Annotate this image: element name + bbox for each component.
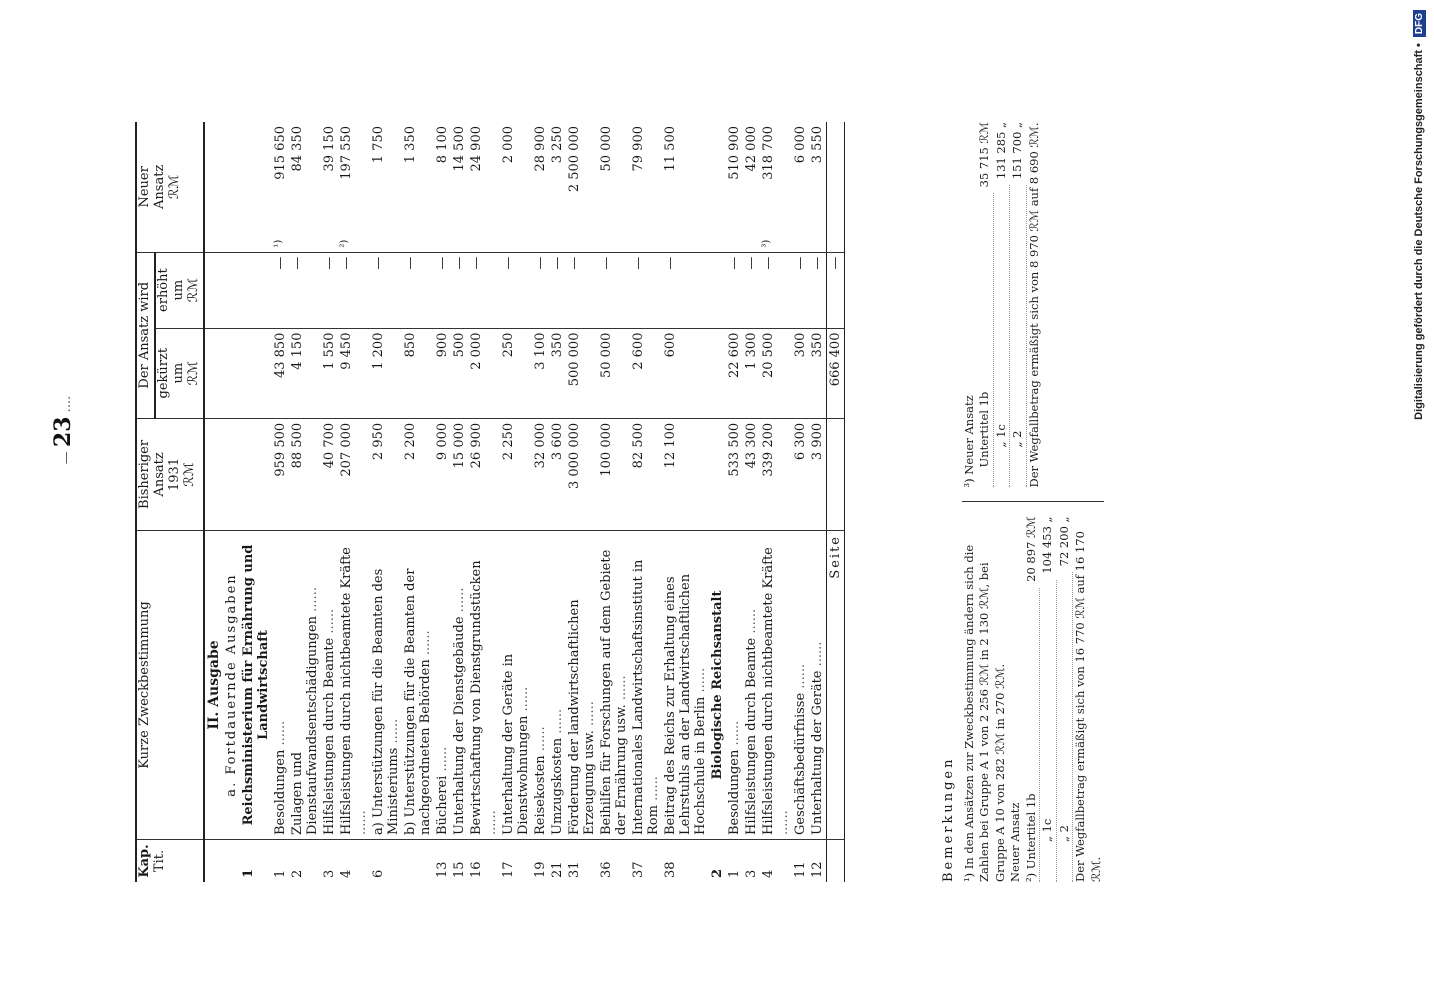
sum-gekuerzt: 666 400 bbox=[826, 328, 844, 418]
header-bisher-unit: ℛℳ bbox=[181, 462, 197, 487]
bisher-cell: 100 000 bbox=[598, 418, 630, 530]
header-kap-tit bbox=[136, 840, 204, 883]
purpose-cell: Umzugskosten ...... bbox=[549, 531, 566, 840]
neuer-cell: 11 500 bbox=[662, 126, 678, 172]
gekuerzt-cell: 50 000 bbox=[598, 328, 630, 418]
purpose-cell: b) Unterstützungen für die Beamten der nachgeordneten Behörden ...... bbox=[402, 531, 434, 840]
note-2-label-1c: „ 1c bbox=[1040, 580, 1057, 882]
marker-cell bbox=[451, 229, 468, 253]
table-row bbox=[532, 122, 549, 882]
gekuerzt-cell: 4 150 bbox=[289, 328, 321, 418]
erhoeht-cell: — bbox=[321, 252, 338, 328]
note-3-value-1c: 131 285 „ bbox=[993, 122, 1008, 180]
purpose-cell: Biologische Reichsanstalt bbox=[709, 531, 726, 840]
sum-erhoeht: — bbox=[826, 252, 844, 328]
table-row bbox=[566, 122, 598, 882]
note-3-head: ³) Neuer Ansatz bbox=[961, 395, 976, 488]
neuer-cell: 2 000 bbox=[500, 126, 516, 164]
header-tit: Tit. bbox=[151, 849, 167, 873]
watermark-text: Digitalisierung gefördert durch die Deutsche Forschungsgemeinschaft • bbox=[1413, 43, 1425, 420]
kap-tit-cell: 31 bbox=[566, 861, 582, 878]
table-row bbox=[549, 122, 566, 882]
purpose-cell: Unterhaltung der Dienstgebäude ...... bbox=[451, 531, 468, 840]
note-3-value-2: 151 700 „ bbox=[1010, 122, 1025, 180]
watermark-strip bbox=[1410, 10, 1428, 990]
header-neuer-2: Ansatz bbox=[151, 164, 167, 209]
header-bisher bbox=[136, 418, 204, 530]
purpose-cell: Besoldungen ...... bbox=[726, 531, 743, 840]
erhoeht-cell: — bbox=[500, 252, 532, 328]
purpose-cell: Geschäftsbedürfnisse ...... bbox=[792, 531, 809, 840]
neuer-cell bbox=[240, 122, 272, 229]
kap-tit-cell: 1 bbox=[240, 868, 256, 878]
note-3-label-1c: „ 1c bbox=[994, 185, 1011, 487]
dfg-logo: DFG bbox=[1413, 10, 1426, 37]
bisher-cell: 3 000 000 bbox=[566, 418, 598, 530]
gekuerzt-cell: 850 bbox=[402, 328, 434, 418]
erhoeht-cell bbox=[240, 252, 272, 328]
note-3-line-1c bbox=[994, 122, 1011, 488]
table-row bbox=[662, 122, 709, 882]
header-gekuerzt bbox=[155, 328, 204, 418]
neuer-cell: 8 100 bbox=[434, 126, 450, 164]
header-group: Der Ansatz wird bbox=[136, 252, 155, 418]
sum-label: Seite bbox=[826, 531, 844, 840]
marker-cell bbox=[321, 229, 338, 253]
table-row bbox=[726, 122, 743, 882]
marker-cell bbox=[500, 229, 532, 253]
note-2-line-1b bbox=[1024, 517, 1041, 883]
header-zweck: Kurze Zweckbestimmung bbox=[136, 531, 204, 840]
neuer-cell: 510 900 bbox=[726, 126, 742, 180]
erhoeht-cell: — bbox=[532, 252, 549, 328]
neuer-cell: 84 350 bbox=[289, 126, 305, 172]
kap-tit-cell: 4 bbox=[760, 869, 776, 878]
remarks-left-column bbox=[962, 517, 1105, 883]
erhoeht-cell: — bbox=[434, 252, 451, 328]
erhoeht-cell: — bbox=[451, 252, 468, 328]
erhoeht-cell: — bbox=[760, 252, 792, 328]
marker-cell bbox=[468, 229, 500, 253]
note-3-label-2: „ 2 bbox=[1010, 185, 1027, 487]
table-row bbox=[630, 122, 662, 882]
neuer-cell: 1 350 bbox=[402, 126, 418, 164]
bisher-cell: 207 000 bbox=[338, 418, 370, 530]
kap-tit-cell: 38 bbox=[662, 861, 678, 878]
header-bisher-2: Ansatz bbox=[151, 452, 167, 497]
header-erhoeht-unit: ℛℳ bbox=[185, 277, 201, 303]
erhoeht-cell: — bbox=[630, 252, 662, 328]
marker-cell bbox=[630, 229, 662, 253]
neuer-cell: 28 900 bbox=[532, 126, 548, 172]
gekuerzt-cell: 2 000 bbox=[468, 328, 500, 418]
neuer-cell: 197 550 bbox=[338, 126, 354, 180]
note-1: ¹) In den Ansätzen zur Zweckbestimmung ändern sich die Zahlen bei Gruppe A 1 von 2 256 ℛℳ in 2 130 ℛℳ, bei Gruppe A 10 von 282 ℛℳ in 270 ℛℳ. bbox=[961, 544, 1007, 882]
kap-tit-cell: 21 bbox=[549, 861, 565, 878]
bisher-cell: 3 600 bbox=[549, 418, 566, 530]
note-3-value-1b: 35 715 ℛℳ bbox=[977, 122, 992, 188]
purpose-cell: Reichsministerium für Ernährung und Landwirtschaft bbox=[240, 531, 272, 840]
kap-tit-cell: 15 bbox=[451, 861, 467, 878]
gekuerzt-cell bbox=[709, 328, 726, 418]
kap-tit-cell bbox=[402, 840, 434, 883]
neuer-cell: 39 150 bbox=[321, 126, 337, 172]
purpose-cell: Internationales Landwirtschaftsinstitut in Rom ...... bbox=[630, 531, 662, 840]
gekuerzt-cell: 3 100 bbox=[532, 328, 549, 418]
bisher-cell: 82 500 bbox=[630, 418, 662, 530]
gekuerzt-cell: 500 bbox=[451, 328, 468, 418]
watermark-line bbox=[1410, 10, 1428, 990]
neuer-cell: 1 750 bbox=[370, 126, 386, 164]
purpose-cell: Besoldungen ...... bbox=[272, 531, 289, 840]
gekuerzt-cell: 1 550 bbox=[321, 328, 338, 418]
purpose-cell: Bücherei ...... bbox=[434, 531, 451, 840]
section-title: II. Ausgabe bbox=[204, 531, 223, 840]
gekuerzt-cell: 1 200 bbox=[370, 328, 402, 418]
neuer-cell: 6 000 bbox=[792, 126, 808, 164]
marker-cell bbox=[532, 229, 549, 253]
bisher-cell: 32 000 bbox=[532, 418, 549, 530]
gekuerzt-cell: 2 600 bbox=[630, 328, 662, 418]
marker-cell bbox=[709, 229, 726, 253]
budget-table-sum bbox=[826, 122, 844, 882]
note-2-value-2: 72 200 „ bbox=[1056, 516, 1071, 567]
remarks-right-column bbox=[962, 122, 1105, 488]
page-number-line bbox=[50, 330, 76, 530]
header-erhoeht-2: um bbox=[170, 279, 186, 301]
marker-cell bbox=[598, 229, 630, 253]
table-row bbox=[451, 122, 468, 882]
erhoeht-cell: — bbox=[743, 252, 760, 328]
note-2-value-1b: 20 897 ℛℳ bbox=[1023, 516, 1038, 582]
neuer-cell: 50 000 bbox=[598, 126, 614, 172]
marker-cell bbox=[434, 229, 451, 253]
page-number-prefix: — bbox=[59, 451, 74, 465]
erhoeht-cell: — bbox=[402, 252, 434, 328]
note-2-label-1b: ²) Untertitel 1b bbox=[1024, 588, 1041, 882]
note-3-label-1b: Untertitel 1b bbox=[977, 193, 994, 487]
page-number-suffix: .... bbox=[59, 395, 74, 413]
note-2-footer: Der Wegfallbetrag ermäßigt sich von 16 770 ℛℳ auf 16 170 ℛℳ. bbox=[1073, 531, 1103, 882]
gekuerzt-cell: 350 bbox=[809, 328, 827, 418]
header-erhoeht-1: erhöht bbox=[155, 268, 171, 312]
note-2-label-2: „ 2 bbox=[1057, 572, 1074, 882]
note-2-intro: Neuer Ansatz bbox=[1008, 802, 1023, 882]
marker-cell bbox=[726, 229, 743, 253]
erhoeht-cell: — bbox=[549, 252, 566, 328]
table-row bbox=[792, 122, 809, 882]
chapter-row bbox=[240, 122, 272, 882]
purpose-cell: Bewirtschaftung von Dienstgrundstücken ...... bbox=[468, 531, 500, 840]
header-neuer-unit: ℛℳ bbox=[166, 174, 182, 199]
erhoeht-cell: — bbox=[598, 252, 630, 328]
erhoeht-cell: — bbox=[662, 252, 709, 328]
header-gekuerzt-1: gekürzt bbox=[155, 347, 171, 399]
table-row bbox=[809, 122, 827, 882]
kap-tit-cell: 12 bbox=[809, 861, 825, 878]
table-row bbox=[338, 122, 370, 882]
gekuerzt-cell: 500 000 bbox=[566, 328, 598, 418]
kap-tit-cell: 37 bbox=[630, 861, 646, 878]
gekuerzt-cell: 43 850 bbox=[272, 328, 289, 418]
table-row bbox=[743, 122, 760, 882]
kap-tit-cell: 19 bbox=[532, 861, 548, 878]
purpose-cell: Unterhaltung der Geräte ...... bbox=[809, 531, 827, 840]
erhoeht-cell: — bbox=[338, 252, 370, 328]
bisher-cell: 533 500 bbox=[726, 418, 743, 530]
kap-tit-cell: 36 bbox=[598, 861, 614, 878]
neuer-cell: 3 550 bbox=[809, 126, 825, 164]
subsection-row bbox=[223, 122, 240, 882]
table-row bbox=[402, 122, 434, 882]
purpose-cell: a) Unterstützungen für die Beamten des Ministeriums ...... bbox=[370, 531, 402, 840]
bisher-cell bbox=[709, 418, 726, 530]
table-row bbox=[468, 122, 500, 882]
bisher-cell: 12 100 bbox=[662, 418, 709, 530]
kap-tit-cell: 11 bbox=[792, 861, 808, 878]
purpose-cell: Beihilfen für Forschungen auf dem Gebiete der Ernährung usw. ...... bbox=[598, 531, 630, 840]
neuer-cell: 24 900 bbox=[468, 126, 484, 172]
note-3-line-1b bbox=[977, 122, 994, 488]
table-row bbox=[598, 122, 630, 882]
marker-cell bbox=[809, 229, 827, 253]
neuer-cell bbox=[709, 122, 726, 229]
gekuerzt-cell bbox=[240, 328, 272, 418]
purpose-cell: Hilfsleistungen durch nichtbeamtete Kräfte ...... bbox=[760, 531, 792, 840]
kap-tit-cell: 1 bbox=[272, 869, 288, 878]
note-3-line-2 bbox=[1010, 122, 1027, 488]
gekuerzt-cell: 20 500 bbox=[760, 328, 792, 418]
gekuerzt-cell: 900 bbox=[434, 328, 451, 418]
marker-cell bbox=[662, 229, 709, 253]
erhoeht-cell: — bbox=[566, 252, 598, 328]
kap-tit-cell: 2 bbox=[289, 869, 305, 878]
marker-cell: ¹) bbox=[272, 229, 289, 253]
table-row bbox=[321, 122, 338, 882]
erhoeht-cell: — bbox=[289, 252, 321, 328]
chapter-row bbox=[709, 122, 726, 882]
bisher-cell: 9 000 bbox=[434, 418, 451, 530]
table-row bbox=[434, 122, 451, 882]
kap-tit-cell: 13 bbox=[434, 861, 450, 878]
bisher-cell: 339 200 bbox=[760, 418, 792, 530]
erhoeht-cell: — bbox=[468, 252, 500, 328]
remarks-section bbox=[940, 122, 1104, 882]
header-neuer-1: Neuer bbox=[137, 166, 152, 208]
purpose-cell: Beitrag des Reichs zur Erhaltung eines Lehrstuhls an der Landwirtschaftlichen Hochschule in Berlin ...... bbox=[662, 531, 709, 840]
subsection-title: a. Fortdauernde Ausgaben bbox=[223, 531, 240, 840]
gekuerzt-cell: 300 bbox=[792, 328, 809, 418]
bisher-cell: 3 900 bbox=[809, 418, 827, 530]
header-bisher-3: 1931 bbox=[166, 457, 182, 491]
marker-cell bbox=[566, 229, 598, 253]
neuer-cell: 14 500 bbox=[451, 126, 467, 172]
bisher-cell: 15 000 bbox=[451, 418, 468, 530]
budget-table bbox=[135, 122, 845, 882]
erhoeht-cell: — bbox=[272, 252, 289, 328]
kap-tit-cell: 1 bbox=[726, 869, 742, 878]
bisher-cell: 2 950 bbox=[370, 418, 402, 530]
purpose-cell: Reisekosten ...... bbox=[532, 531, 549, 840]
marker-cell bbox=[792, 229, 809, 253]
gekuerzt-cell: 250 bbox=[500, 328, 532, 418]
table-row bbox=[272, 122, 289, 882]
erhoeht-cell: — bbox=[726, 252, 743, 328]
marker-cell bbox=[402, 229, 434, 253]
purpose-cell: Förderung der landwirtschaftlichen Erzeugung usw. ...... bbox=[566, 531, 598, 840]
neuer-cell: 318 700 bbox=[760, 126, 776, 180]
kap-tit-cell: 6 bbox=[370, 869, 386, 878]
header-gekuerzt-unit: ℛℳ bbox=[185, 361, 201, 386]
marker-cell bbox=[370, 229, 402, 253]
neuer-cell: 2 500 000 bbox=[566, 126, 582, 193]
kap-tit-cell: 3 bbox=[321, 869, 337, 878]
bisher-cell: 6 300 bbox=[792, 418, 809, 530]
bisher-cell: 2 250 bbox=[500, 418, 532, 530]
table-row bbox=[289, 122, 321, 882]
kap-tit-cell: 17 bbox=[500, 861, 516, 878]
header-bisher-1: Bisheriger bbox=[137, 439, 152, 509]
erhoeht-cell: — bbox=[809, 252, 827, 328]
note-2-value-1c: 104 453 „ bbox=[1040, 516, 1055, 574]
kap-tit-cell: 3 bbox=[743, 869, 759, 878]
header-kap: Kap. bbox=[137, 844, 152, 878]
marker-cell: ³) bbox=[760, 229, 792, 253]
purpose-cell: Hilfsleistungen durch Beamte ...... bbox=[743, 531, 760, 840]
marker-cell bbox=[743, 229, 760, 253]
bisher-cell: 40 700 bbox=[321, 418, 338, 530]
page-number: 23 bbox=[50, 416, 76, 448]
purpose-cell: Hilfsleistungen durch Beamte ...... bbox=[321, 531, 338, 840]
table-row bbox=[500, 122, 532, 882]
note-2-line-2 bbox=[1057, 517, 1074, 883]
neuer-cell: 915 650 bbox=[272, 126, 288, 180]
purpose-cell: Zulagen und Dienstaufwandsentschädigungen ...... bbox=[289, 531, 321, 840]
marker-cell bbox=[289, 229, 321, 253]
note-2-line-1c bbox=[1040, 517, 1057, 883]
gekuerzt-cell: 9 450 bbox=[338, 328, 370, 418]
table-row bbox=[370, 122, 402, 882]
neuer-cell: 42 000 bbox=[743, 126, 759, 172]
kap-tit-cell: 4 bbox=[338, 869, 354, 878]
note-3-footer: Der Wegfallbetrag ermäßigt sich von 8 970 ℛℳ auf 8 690 ℛℳ. bbox=[1026, 122, 1041, 488]
remarks-title: Bemerkungen bbox=[941, 756, 956, 882]
bisher-cell: 2 200 bbox=[402, 418, 434, 530]
kap-tit-cell: 16 bbox=[468, 861, 484, 878]
gekuerzt-cell: 600 bbox=[662, 328, 709, 418]
neuer-cell: 79 900 bbox=[630, 126, 646, 172]
header-gekuerzt-2: um bbox=[170, 362, 186, 384]
marker-cell: ²) bbox=[338, 229, 370, 253]
marker-cell bbox=[240, 229, 272, 253]
header-erhoeht bbox=[155, 252, 204, 328]
gekuerzt-cell: 350 bbox=[549, 328, 566, 418]
erhoeht-cell bbox=[709, 252, 726, 328]
sum-row bbox=[826, 122, 844, 882]
kap-tit-cell: 2 bbox=[709, 868, 725, 878]
budget-table-body bbox=[204, 122, 827, 882]
bisher-cell bbox=[240, 418, 272, 530]
gekuerzt-cell: 22 600 bbox=[726, 328, 743, 418]
remarks-column-separator bbox=[962, 502, 1105, 503]
table-row bbox=[760, 122, 792, 882]
gekuerzt-cell: 1 300 bbox=[743, 328, 760, 418]
header-neuer bbox=[136, 122, 204, 252]
neuer-cell: 3 250 bbox=[549, 126, 565, 164]
marker-cell bbox=[549, 229, 566, 253]
bisher-cell: 26 900 bbox=[468, 418, 500, 530]
erhoeht-cell: — bbox=[792, 252, 809, 328]
bisher-cell: 88 500 bbox=[289, 418, 321, 530]
bisher-cell: 959 500 bbox=[272, 418, 289, 530]
section-row bbox=[204, 122, 223, 882]
erhoeht-cell: — bbox=[370, 252, 402, 328]
bisher-cell: 43 300 bbox=[743, 418, 760, 530]
purpose-cell: Unterhaltung der Geräte in Dienstwohnungen ...... bbox=[500, 531, 532, 840]
purpose-cell: Hilfsleistungen durch nichtbeamtete Kräfte ...... bbox=[338, 531, 370, 840]
